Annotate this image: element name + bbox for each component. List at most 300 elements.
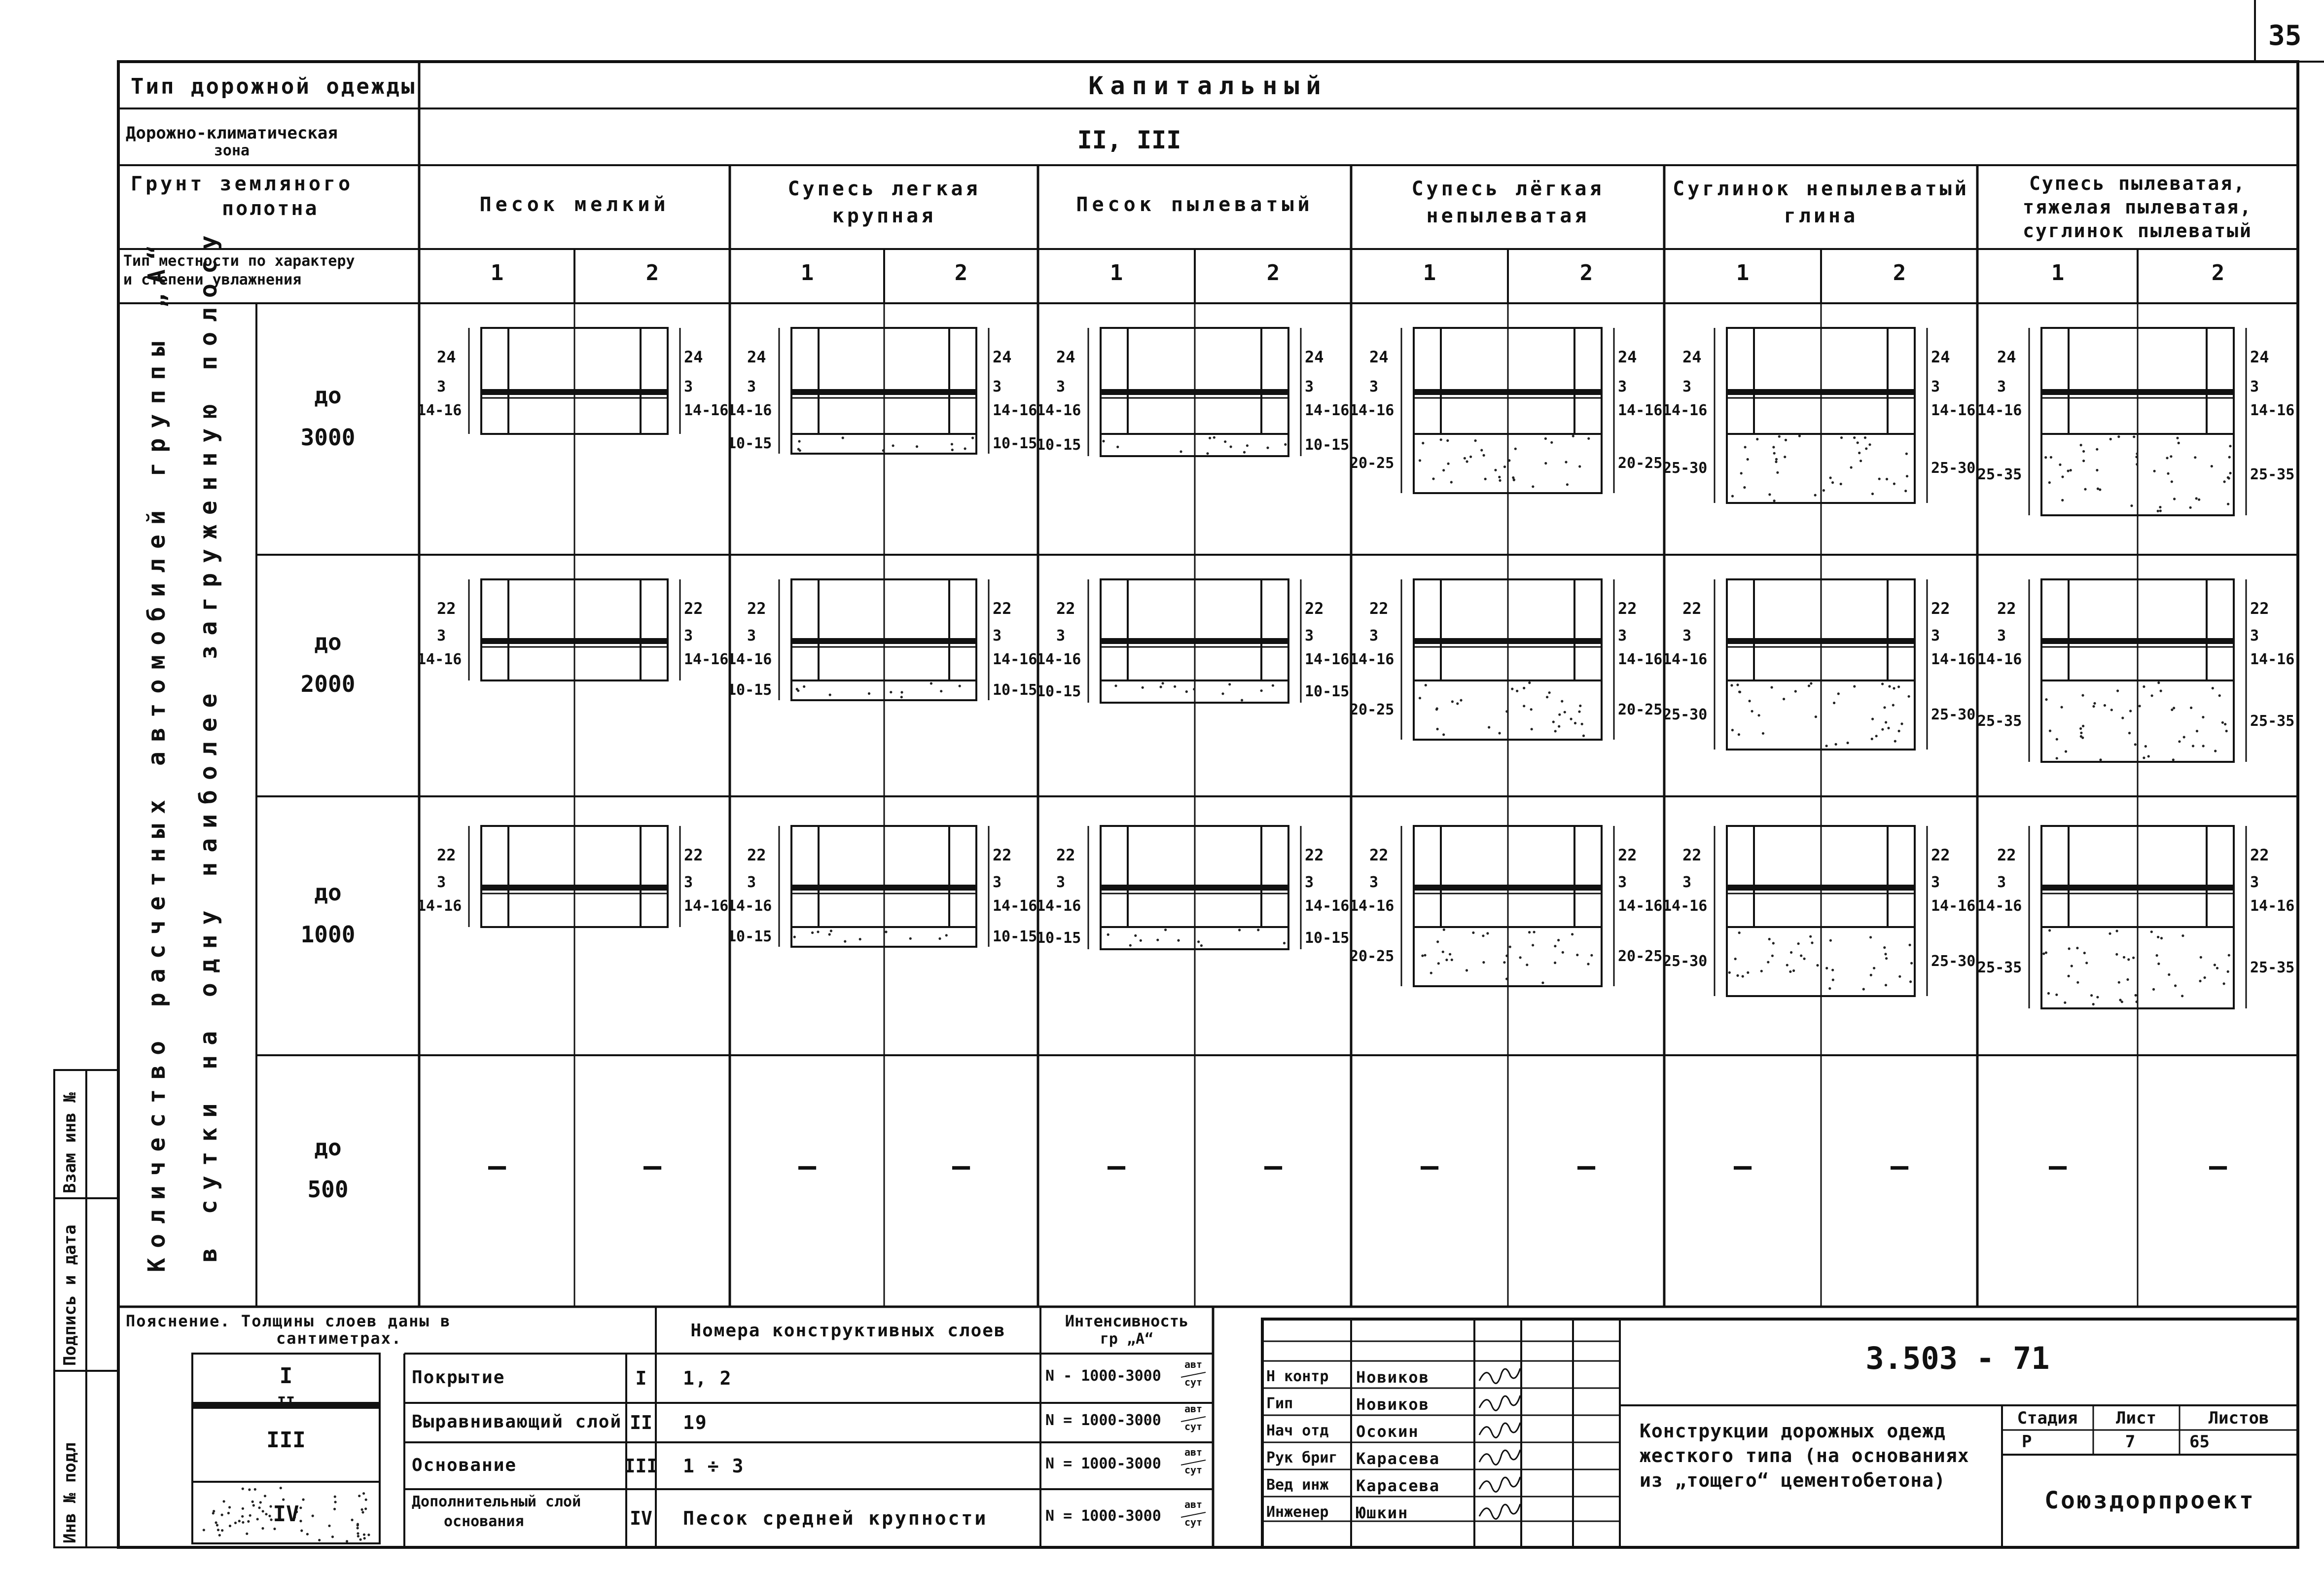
sand-dot xyxy=(363,1537,366,1539)
dim-extra: 20-25 xyxy=(1618,455,1663,472)
sand-dot xyxy=(227,1512,230,1514)
sand-dot xyxy=(1832,979,1834,981)
sand-dot xyxy=(1742,975,1744,977)
sand-dot xyxy=(1883,706,1886,709)
sand-dot xyxy=(1424,954,1426,957)
dim-mid: 3 xyxy=(1056,378,1066,395)
sand-dot xyxy=(2198,499,2200,501)
sand-dot xyxy=(2096,996,2099,999)
dim-mid: 3 xyxy=(684,378,693,395)
empty-dash: — xyxy=(1890,1149,1909,1183)
sand-dot xyxy=(1859,460,1862,462)
stage-label: Стадия xyxy=(2017,1408,2078,1428)
sand-dot xyxy=(1505,978,1508,980)
legend-row-intensity: N = 1000-3000 xyxy=(1045,1455,1161,1472)
sand-dot xyxy=(1272,684,1274,687)
sand-dot xyxy=(2212,687,2214,689)
sand-dot xyxy=(367,1534,370,1536)
sand-dot xyxy=(1164,929,1167,931)
legend-roman-iv: IV xyxy=(273,1502,299,1527)
dim-top: 22 xyxy=(1997,599,2016,618)
sand-dot xyxy=(2192,745,2194,747)
empty-dash: — xyxy=(488,1149,506,1183)
stage-value: Р xyxy=(2022,1432,2032,1452)
sand-dot xyxy=(2152,988,2155,991)
sand-dot xyxy=(916,445,918,448)
dim-top: 24 xyxy=(1997,348,2016,366)
dim-base: 14-16 xyxy=(1350,897,1394,915)
sand-dot xyxy=(2110,709,2113,711)
sand-dot xyxy=(1587,437,1590,440)
empty-dash: — xyxy=(1733,1149,1752,1183)
empty-dash: — xyxy=(2048,1149,2067,1183)
sand-dot xyxy=(2056,757,2058,759)
sand-dot xyxy=(2143,685,2145,688)
tb-role: Рук бриг xyxy=(1266,1449,1338,1466)
sheets-value: 65 xyxy=(2189,1432,2210,1452)
tb-role: Инженер xyxy=(1266,1503,1329,1521)
soil-nonsilty-loam-clay: Суглинок непылеватый xyxy=(1673,178,1969,200)
empty-dash: — xyxy=(1264,1149,1283,1183)
sand-dot xyxy=(1825,745,1828,747)
sand-dot xyxy=(2068,975,2070,977)
empty-dash: — xyxy=(2209,1149,2227,1183)
sand-dot xyxy=(299,1506,302,1509)
dim-extra: 10-15 xyxy=(993,928,1037,945)
dim-base: 14-16 xyxy=(1350,402,1394,419)
sheets-label: Листов xyxy=(2208,1408,2269,1428)
sand-dot xyxy=(1554,962,1556,964)
sand-dot xyxy=(1531,728,1533,730)
dim-mid: 3 xyxy=(1997,378,2006,395)
sand-dot xyxy=(2064,1001,2066,1004)
dim-extra: 25-30 xyxy=(1663,953,1708,970)
sand-dot xyxy=(259,1501,262,1503)
sand-dot xyxy=(1850,466,1853,468)
sand-dot xyxy=(1582,735,1585,737)
sand-dot xyxy=(1466,969,1468,971)
sand-dot xyxy=(1484,478,1487,480)
sand-dot xyxy=(842,436,844,439)
dim-base: 14-16 xyxy=(417,402,462,419)
sand-dot xyxy=(300,1530,303,1532)
tb-role: Н контр xyxy=(1266,1368,1329,1385)
sand-dot xyxy=(2080,732,2082,734)
sand-dot xyxy=(2135,994,2137,997)
sand-dot xyxy=(1587,963,1589,965)
sand-dot xyxy=(2081,694,2084,697)
soil-label-2: полотна xyxy=(222,197,319,220)
sand-dot xyxy=(1200,944,1203,947)
sand-dot xyxy=(1550,441,1553,444)
sand-dot xyxy=(1747,458,1749,461)
soil-light-sandy-loam: Супесь легкая xyxy=(787,178,981,200)
dim-base: 14-16 xyxy=(417,651,462,668)
sand-dot xyxy=(1773,500,1776,502)
sand-dot xyxy=(829,694,831,696)
sand-dot xyxy=(261,1527,264,1530)
dim-extra: 10-15 xyxy=(1305,436,1350,454)
legend-row-intensity: N = 1000-3000 xyxy=(1045,1412,1161,1429)
sand-dot xyxy=(1728,971,1731,974)
sand-dot xyxy=(1751,710,1753,713)
sand-dot xyxy=(1432,477,1434,480)
dim-mid: 3 xyxy=(993,378,1002,395)
dim-base: 14-16 xyxy=(1037,897,1081,915)
dim-mid: 3 xyxy=(1931,874,1940,891)
sand-dot xyxy=(362,1492,365,1495)
sand-dot xyxy=(2096,469,2098,471)
sand-dot xyxy=(1558,714,1561,716)
dim-extra: 25-30 xyxy=(1663,706,1708,723)
sand-dot xyxy=(2228,954,2230,957)
sand-dot xyxy=(1435,708,1438,711)
sand-dot xyxy=(2214,964,2216,966)
sand-dot xyxy=(1771,955,1774,957)
dim-mid: 3 xyxy=(437,378,446,395)
sand-dot xyxy=(1519,956,1522,959)
sand-dot xyxy=(1544,437,1547,440)
sand-dot xyxy=(2166,457,2168,459)
sand-dot xyxy=(1532,485,1534,488)
sand-dot xyxy=(2082,460,2085,462)
sand-dot xyxy=(1736,683,1739,686)
sheet-number: 35 xyxy=(2268,20,2302,52)
sand-dot xyxy=(1885,957,1888,960)
sand-dot xyxy=(1469,456,1472,458)
sand-dot xyxy=(1858,452,1860,454)
climate-zone-value: II, III xyxy=(1077,126,1181,154)
sand-dot xyxy=(2047,992,2050,995)
sand-dot xyxy=(2132,957,2135,959)
sand-dot xyxy=(1532,944,1534,946)
sand-dot xyxy=(2084,488,2086,491)
sand-dot xyxy=(900,691,903,693)
dim-extra: 20-25 xyxy=(1618,701,1663,718)
dim-base: 14-16 xyxy=(1663,897,1708,915)
dim-base: 14-16 xyxy=(1977,402,2022,419)
sand-dot xyxy=(221,1529,223,1532)
dim-base: 14-16 xyxy=(684,402,729,419)
sand-dot xyxy=(1797,942,1800,945)
sand-dot xyxy=(273,1528,276,1530)
sand-dot xyxy=(2157,681,2160,684)
sand-dot xyxy=(1853,436,1856,439)
sand-dot xyxy=(1786,964,1788,966)
sand-dot xyxy=(2068,947,2071,950)
sand-dot xyxy=(1180,450,1182,453)
dim-mid: 3 xyxy=(437,627,446,644)
traffic-row-0-value: 3000 xyxy=(300,424,356,451)
dim-mid: 3 xyxy=(1682,627,1692,644)
sand-dot xyxy=(1505,955,1508,957)
sand-dot xyxy=(938,937,941,940)
dim-mid: 3 xyxy=(1618,378,1627,395)
dim-mid: 3 xyxy=(2250,874,2259,891)
soil-silty-loam-3: суглинок пылеватый xyxy=(2023,220,2252,242)
traffic-label: Количество расчетных автомобилей группы „А“ xyxy=(143,235,171,1272)
sand-dot xyxy=(1156,939,1159,941)
sand-dot xyxy=(2080,444,2082,446)
sand-dot xyxy=(1213,436,1216,439)
terrain-type-2: 2 xyxy=(2211,260,2225,286)
sand-dot xyxy=(1868,443,1871,446)
sand-dot xyxy=(1266,447,1269,449)
dim-mid: 3 xyxy=(1682,874,1692,891)
sand-dot xyxy=(1224,440,1226,443)
sand-dot xyxy=(1767,961,1769,964)
sand-dot xyxy=(1840,483,1842,485)
sand-dot xyxy=(2050,456,2052,459)
sand-dot xyxy=(306,1533,309,1536)
legend-row-num: II xyxy=(630,1412,652,1433)
sand-dot xyxy=(798,440,800,442)
sand-dot xyxy=(1758,714,1760,716)
sand-dot xyxy=(859,938,861,940)
sand-dot xyxy=(221,1514,223,1516)
sand-dot xyxy=(2183,736,2185,738)
legend-row-intensity: N = 1000-3000 xyxy=(1045,1507,1161,1525)
dim-extra: 20-25 xyxy=(1350,948,1394,965)
sand-dot xyxy=(2056,738,2058,741)
sand-dot xyxy=(1869,936,1872,938)
sand-dot xyxy=(361,1508,363,1511)
sand-dot xyxy=(357,1524,359,1527)
sand-dot xyxy=(2200,956,2202,959)
sand-dot xyxy=(1474,439,1477,442)
dim-mid: 3 xyxy=(1931,378,1940,395)
legend-row-layers: Песок средней крупности xyxy=(683,1507,988,1529)
dim-extra: 25-30 xyxy=(1931,706,1976,723)
sand-dot xyxy=(2076,981,2079,984)
sand-dot xyxy=(1447,463,1450,465)
sand-dot xyxy=(959,685,961,687)
sand-dot xyxy=(2227,970,2229,973)
soil-light-nonsilty-loam: Супесь лёгкая xyxy=(1411,178,1605,200)
dim-top: 22 xyxy=(2250,599,2269,618)
sand-dot xyxy=(1483,454,1485,457)
sand-dot xyxy=(2223,982,2225,985)
empty-dash: — xyxy=(1107,1149,1126,1183)
sand-dot xyxy=(1875,735,1878,737)
sand-dot xyxy=(1221,692,1224,695)
sand-dot xyxy=(246,1533,248,1535)
sand-dot xyxy=(1833,702,1835,704)
dim-base: 14-16 xyxy=(1305,402,1350,419)
sand-dot xyxy=(268,1515,271,1517)
sand-dot xyxy=(2061,499,2064,501)
sand-dot xyxy=(1768,493,1771,496)
sand-dot xyxy=(2224,723,2226,725)
sand-dot xyxy=(1526,964,1528,966)
sand-dot xyxy=(1228,683,1231,685)
sand-dot xyxy=(1421,955,1424,957)
soil-nonsilty-loam-clay-2: глина xyxy=(1784,205,1859,227)
sand-dot xyxy=(828,933,831,935)
sand-dot xyxy=(242,1521,244,1524)
sheet-value: 7 xyxy=(2125,1432,2136,1452)
sand-dot xyxy=(1456,702,1459,705)
sand-dot xyxy=(1437,962,1440,965)
sand-dot xyxy=(2196,730,2198,732)
sand-dot xyxy=(1857,441,1859,444)
sand-dot xyxy=(1162,682,1164,684)
dim-base: 14-16 xyxy=(1305,651,1350,668)
sand-dot xyxy=(2190,707,2192,709)
sand-dot xyxy=(1910,962,1913,965)
dim-top: 22 xyxy=(1997,846,2016,864)
sand-dot xyxy=(2229,445,2231,447)
legend-col-intensity: Интенсивность xyxy=(1065,1312,1189,1330)
dim-base: 14-16 xyxy=(993,897,1037,915)
sand-dot xyxy=(249,1514,251,1517)
sand-dot xyxy=(1847,742,1849,744)
sand-dot xyxy=(2172,758,2175,761)
sand-dot xyxy=(346,1540,348,1542)
dim-extra: 10-15 xyxy=(727,681,772,699)
sand-dot xyxy=(1893,687,1895,689)
dim-base: 14-16 xyxy=(1931,897,1976,915)
sand-dot xyxy=(1898,730,1900,732)
sand-dot xyxy=(1881,682,1884,685)
sand-dot xyxy=(1541,982,1544,984)
sand-dot xyxy=(1503,465,1506,468)
sand-dot xyxy=(1831,481,1834,484)
sand-dot xyxy=(1422,442,1424,444)
sand-dot xyxy=(1873,967,1875,969)
dim-top: 24 xyxy=(1056,348,1075,366)
dim-extra: 25-35 xyxy=(1977,466,2022,483)
sand-dot xyxy=(229,1525,231,1527)
sand-dot xyxy=(1773,452,1776,455)
dim-extra: 25-35 xyxy=(1977,713,2022,730)
sand-dot xyxy=(2156,954,2158,957)
sand-dot xyxy=(2128,732,2131,734)
sand-dot xyxy=(1811,941,1813,944)
sand-dot xyxy=(793,936,796,938)
sand-dot xyxy=(1816,964,1819,966)
terrain-label: Тип местности по характеру xyxy=(123,252,355,270)
sand-dot xyxy=(900,696,903,698)
dim-base: 14-16 xyxy=(417,897,462,915)
tb-role: Гип xyxy=(1266,1395,1293,1412)
sand-dot xyxy=(1803,958,1806,960)
sand-dot xyxy=(1443,929,1445,931)
sand-dot xyxy=(1499,732,1501,734)
sand-dot xyxy=(1870,974,1872,976)
sand-dot xyxy=(2082,725,2084,727)
sand-dot xyxy=(1571,933,1573,935)
dim-top: 22 xyxy=(1056,846,1075,864)
soil-fine-sand: Песок мелкий xyxy=(479,193,670,216)
terrain-type-1: 1 xyxy=(1736,260,1750,286)
sand-dot xyxy=(2170,455,2172,458)
sand-dot xyxy=(1174,685,1176,688)
sand-dot xyxy=(2092,1003,2095,1005)
dim-mid: 3 xyxy=(1682,378,1692,395)
sand-dot xyxy=(2104,704,2106,707)
sand-dot xyxy=(1883,946,1886,949)
dim-mid: 3 xyxy=(747,627,756,644)
dim-top: 24 xyxy=(2250,348,2269,366)
sand-dot xyxy=(1738,691,1741,693)
sand-dot xyxy=(803,685,805,688)
sand-dot xyxy=(1546,696,1548,698)
traffic-row-2-value: 1000 xyxy=(300,921,356,948)
sand-dot xyxy=(797,689,799,692)
dim-base: 14-16 xyxy=(1663,402,1708,419)
sand-dot xyxy=(1544,462,1547,465)
sand-dot xyxy=(2049,730,2051,732)
road-type-label: Тип дорожной одежды xyxy=(131,74,417,99)
sand-dot xyxy=(2067,469,2070,472)
sand-dot xyxy=(1794,690,1797,692)
sand-dot xyxy=(2059,464,2061,466)
terrain-label-2: и степени увлажнения xyxy=(123,271,302,288)
sand-dot xyxy=(1557,939,1560,941)
soil-light-sandy-loam-2: крупная xyxy=(832,205,936,227)
dim-base: 14-16 xyxy=(1977,651,2022,668)
legend-row-layers: 19 xyxy=(683,1412,708,1433)
sand-dot xyxy=(1785,439,1787,441)
legend-row-intensity: N - 1000-3000 xyxy=(1045,1367,1161,1385)
dim-top: 22 xyxy=(437,846,456,864)
sand-dot xyxy=(1552,720,1555,723)
sand-dot xyxy=(215,1521,217,1524)
sand-dot xyxy=(1578,465,1581,467)
sand-dot xyxy=(241,1515,244,1518)
sand-dot xyxy=(331,1536,334,1538)
sand-dot xyxy=(242,1507,244,1510)
dim-extra: 20-25 xyxy=(1618,948,1663,965)
dim-extra: 10-15 xyxy=(993,681,1037,699)
sand-dot xyxy=(2065,750,2067,752)
sand-dot xyxy=(1498,476,1501,478)
terrain-type-2: 2 xyxy=(1266,260,1280,286)
sand-dot xyxy=(1784,456,1786,458)
sand-dot xyxy=(1440,438,1442,441)
sand-dot xyxy=(2221,721,2224,724)
terrain-type-1: 1 xyxy=(490,260,504,286)
dim-mid: 3 xyxy=(1369,627,1379,644)
sand-dot xyxy=(1829,939,1832,942)
dim-top: 24 xyxy=(437,348,456,366)
sand-dot xyxy=(217,1529,219,1531)
sand-dot xyxy=(312,1515,314,1517)
dim-top: 22 xyxy=(747,599,766,618)
dim-base: 14-16 xyxy=(2250,897,2295,915)
legend-row-unit-top: авт xyxy=(1184,1446,1203,1458)
dim-base: 14-16 xyxy=(1037,651,1081,668)
sand-dot xyxy=(1775,458,1778,461)
sand-dot xyxy=(1514,448,1517,450)
soil-silty-loam: Супесь пылеватая, xyxy=(2029,173,2246,194)
sand-dot xyxy=(2147,755,2150,757)
sand-dot xyxy=(1768,938,1771,940)
sand-dot xyxy=(1445,959,1448,961)
sand-dot xyxy=(1828,987,1831,990)
sand-dot xyxy=(2211,465,2213,467)
sand-dot xyxy=(1809,935,1812,938)
dim-mid: 3 xyxy=(1305,627,1314,644)
tb-name: Карасева xyxy=(1356,1476,1440,1495)
sand-dot xyxy=(1893,483,1895,485)
sand-dot xyxy=(1731,495,1734,498)
sand-dot xyxy=(1771,686,1773,688)
dim-mid: 3 xyxy=(1618,874,1627,891)
sand-dot xyxy=(2227,503,2229,505)
dim-mid: 3 xyxy=(437,874,446,891)
